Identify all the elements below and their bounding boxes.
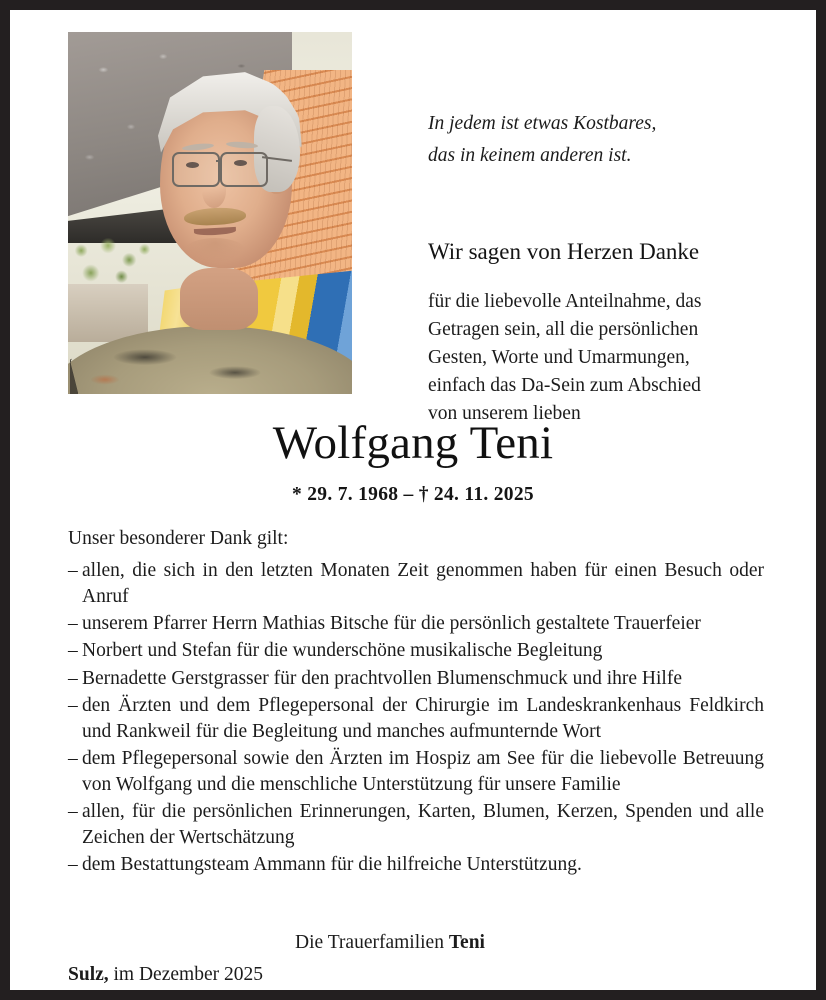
place-name: Sulz, <box>68 964 109 985</box>
list-bullet-dash: – <box>68 667 78 689</box>
photo-planter <box>68 284 148 342</box>
list-bullet-dash: – <box>68 854 78 876</box>
gratitude-list-item <box>68 638 764 664</box>
thanks-body-line-1: für die liebevolle Anteilnahme, das <box>428 291 702 312</box>
memorial-verse <box>428 108 788 171</box>
deceased-name: Wolfgang Teni <box>272 417 554 469</box>
gratitude-item-text: Norbert und Stefan für die wunderschöne musikalische Begleitung <box>82 640 603 662</box>
gratitude-list-item <box>68 799 764 851</box>
gratitude-list-item <box>68 558 764 610</box>
photo-glasses-bridge <box>216 160 222 162</box>
gratitude-item-text: dem Pflegepersonal sowie den Ärzten im Hospiz am See für die liebevolle Betreuung von Wolfgang und die menschliche Unterstützung für unsere Familie <box>82 747 764 795</box>
thanks-heading: Wir sagen von Herzen Danke <box>428 239 700 264</box>
gratitude-item-text: allen, die sich in den letzten Monaten Zeit genommen haben für einen Besuch oder Anruf <box>82 560 764 608</box>
gratitude-list-item <box>68 693 764 745</box>
thanks-body <box>428 288 773 428</box>
list-bullet-dash: – <box>68 694 78 716</box>
gratitude-list-item <box>68 746 764 798</box>
notice-date: im Dezember 2025 <box>108 964 263 985</box>
verse-line-1: In jedem ist etwas Kostbares, <box>428 113 657 134</box>
mourning-families-prefix: Die Trauerfamilien <box>295 932 449 953</box>
thanks-body-line-4: einfach das Da-Sein zum Abschied <box>428 375 701 397</box>
photo-neck <box>180 268 258 330</box>
mourning-families-name: Teni <box>448 932 485 953</box>
gratitude-list-item <box>68 852 764 878</box>
gratitude-item-text: den Ärzten und dem Pflegepersonal der Chirurgie im Landeskrankenhaus Feldkirch und Rankweil für die Begleitung und manches aufmunternde Wort <box>82 694 764 742</box>
list-bullet-dash: – <box>68 747 78 769</box>
verse-line-2: das in keinem anderen ist. <box>428 144 632 166</box>
portrait-photo-canvas <box>68 32 352 394</box>
gratitude-list-item <box>68 666 764 692</box>
thanks-body-line-2: Getragen sein, all die persönlichen <box>428 319 699 341</box>
list-bullet-dash: – <box>68 801 78 823</box>
photo-nose <box>202 174 226 208</box>
mourning-families <box>10 932 770 954</box>
notice-inner <box>10 10 816 990</box>
gratitude-list-item <box>68 611 764 637</box>
photo-glasses-lens-right <box>220 152 268 187</box>
gratitude-item-text: dem Bestattungsteam Ammann für die hilfreiche Unterstützung. <box>82 854 582 876</box>
list-bullet-dash: – <box>68 560 78 581</box>
gratitude-item-text: unserem Pfarrer Herrn Mathias Bitsche für die persönlich gestaltete Trauerfeier <box>82 613 701 635</box>
portrait-photo <box>68 32 352 394</box>
thanks-body-line-3: Gesten, Worte und Umarmungen, <box>428 347 690 369</box>
gratitude-item-text: allen, für die persönlichen Erinnerungen, Karten, Blumen, Kerzen, Spenden und alle Zeichen der Wertschätzung <box>82 801 764 849</box>
thanks-body-line-5: von unserem lieben <box>428 403 581 425</box>
gratitude-list <box>68 558 764 880</box>
list-bullet-dash: – <box>68 613 78 635</box>
place-and-date <box>68 964 263 986</box>
gratitude-item-text: Bernadette Gerstgrasser für den prachtvollen Blumenschmuck und ihre Hilfe <box>82 667 682 689</box>
deceased-dates: * 29. 7. 1968 – † 24. 11. 2025 <box>292 484 534 505</box>
photo-chin <box>184 238 246 264</box>
gratitude-intro: Unser besonderer Dank gilt: <box>68 528 289 549</box>
list-bullet-dash: – <box>68 640 78 662</box>
